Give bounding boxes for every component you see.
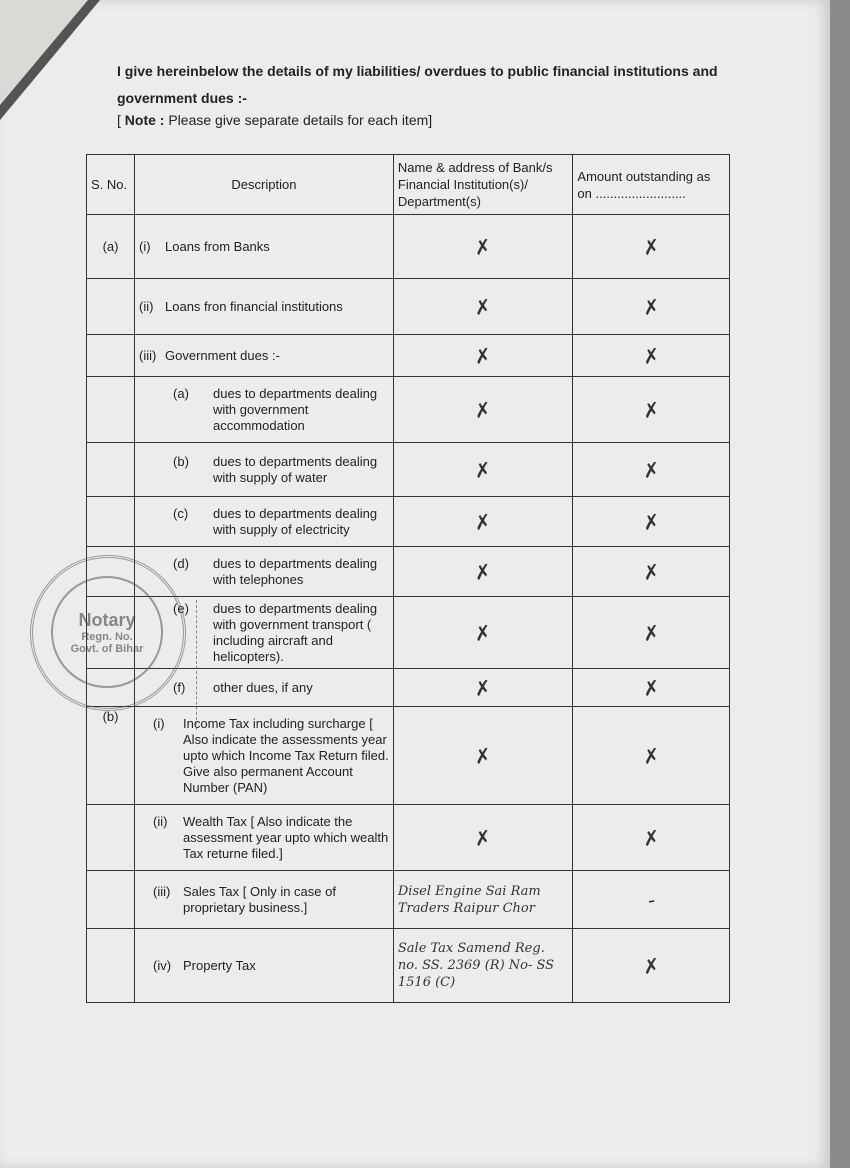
row-text: dues to departments dealing with government accommodation bbox=[213, 385, 378, 433]
row-description bbox=[135, 805, 394, 871]
row-number: (ii) bbox=[139, 299, 154, 314]
bank-handwriting: Sale Tax Samend Reg. no. SS. 2369 (R) No- SS 1516 (C) bbox=[393, 929, 573, 1003]
row-text: dues to departments dealing with supply of electricity bbox=[213, 505, 378, 537]
row-sno bbox=[87, 597, 135, 669]
table-row bbox=[87, 805, 730, 871]
row-number: (ii) bbox=[153, 813, 168, 829]
table-row bbox=[87, 377, 730, 443]
bank-mark: ✗ bbox=[391, 484, 576, 558]
row-sno bbox=[87, 871, 135, 929]
table-row bbox=[87, 597, 730, 669]
table-row bbox=[87, 929, 730, 1003]
row-sno bbox=[87, 335, 135, 377]
row-sub-letter: (f) bbox=[173, 679, 186, 695]
row-description bbox=[135, 215, 394, 279]
row-text: dues to departments dealing with supply of water bbox=[213, 453, 378, 485]
row-description bbox=[135, 597, 394, 669]
row-sno bbox=[87, 497, 135, 547]
amount-mark: ✗ bbox=[570, 432, 733, 507]
row-description bbox=[135, 377, 394, 443]
note-text: Please give separate details for each item] bbox=[168, 112, 433, 128]
row-sno bbox=[87, 669, 135, 707]
amount-mark: ✗ bbox=[569, 794, 733, 881]
stamp-line2: Regn. No. bbox=[81, 630, 133, 643]
row-sno bbox=[87, 547, 135, 597]
row-description bbox=[135, 497, 394, 547]
note-open-bracket: [ bbox=[117, 112, 125, 128]
bank-mark: ✗ bbox=[392, 656, 575, 719]
row-text: dues to departments dealing with government transport ( including aircraft and helicopters). bbox=[213, 600, 378, 664]
amount-mark: ✗ bbox=[570, 486, 732, 557]
amount-mark: ✗ bbox=[571, 658, 731, 717]
row-sno bbox=[87, 377, 135, 443]
row-text: other dues, if any bbox=[213, 679, 313, 695]
row-description bbox=[135, 669, 394, 707]
stamp-line1: Notary bbox=[78, 609, 136, 630]
header-sno: S. No. bbox=[87, 155, 135, 215]
note-line bbox=[117, 112, 432, 128]
amount-mark: ✗ bbox=[570, 268, 733, 345]
row-text: Loans from Banks bbox=[165, 239, 270, 254]
row-sno bbox=[87, 805, 135, 871]
row-text: Sales Tax [ Only in case of proprietary business.] bbox=[183, 883, 336, 915]
row-text: Government dues :- bbox=[165, 348, 280, 363]
row-description bbox=[135, 279, 394, 335]
stamp-line3: Govt. of Bihar bbox=[70, 642, 144, 655]
header-bank: Name & address of Bank/s Financial Institution(s)/ Department(s) bbox=[393, 155, 573, 215]
row-text: Wealth Tax [ Also indicate the assessment year upto which wealth Tax returne filed.] bbox=[183, 813, 389, 861]
row-sub-letter: (c) bbox=[173, 505, 189, 521]
bank-mark: ✗ bbox=[387, 694, 578, 816]
bank-mark: ✗ bbox=[390, 430, 575, 508]
row-description bbox=[135, 547, 394, 597]
table-row bbox=[87, 707, 730, 805]
amount-mark: ✗ bbox=[569, 366, 733, 453]
bank-mark: ✗ bbox=[389, 584, 577, 680]
row-description bbox=[135, 871, 394, 929]
bank-mark: ✗ bbox=[390, 266, 576, 346]
bank-mark: ✗ bbox=[390, 364, 577, 454]
amount-mark: ✗ bbox=[569, 586, 734, 679]
amount-mark: - bbox=[570, 860, 733, 939]
row-description bbox=[135, 707, 394, 805]
amount-mark: ✗ bbox=[571, 324, 732, 387]
row-number: (i) bbox=[153, 715, 165, 731]
bank-mark: ✗ bbox=[390, 792, 577, 882]
table-row bbox=[87, 215, 730, 279]
row-description bbox=[135, 929, 394, 1003]
row-sno bbox=[87, 279, 135, 335]
bank-mark: ✗ bbox=[391, 322, 575, 389]
row-number: (i) bbox=[139, 239, 151, 254]
row-sno: (a) bbox=[87, 215, 135, 279]
row-sno bbox=[87, 443, 135, 497]
row-sno bbox=[87, 929, 135, 1003]
amount-mark: ✗ bbox=[569, 204, 733, 289]
row-number: (iii) bbox=[153, 883, 171, 899]
row-sub-letter: (a) bbox=[173, 385, 189, 401]
row-sub-letter: (b) bbox=[173, 453, 189, 469]
table-header-row bbox=[87, 155, 730, 215]
row-sub-letter: (e) bbox=[173, 600, 189, 616]
row-sno: (b) bbox=[87, 707, 135, 805]
signature-stroke bbox=[196, 600, 201, 730]
amount-mark: ✗ bbox=[570, 536, 732, 607]
amount-mark: ✗ bbox=[567, 696, 736, 815]
row-number: (iii) bbox=[139, 348, 157, 363]
row-text: Income Tax including surcharge [ Also indicate the assessments year upto which Income Tax Return filed. Give also permanent Account Number (PAN) bbox=[183, 715, 389, 795]
row-description bbox=[135, 335, 394, 377]
bank-handwriting: Disel Engine Sai Ram Traders Raipur Chor bbox=[393, 871, 573, 929]
header-amount: Amount outstanding as on ......................... bbox=[573, 155, 730, 215]
bank-mark: ✗ bbox=[390, 202, 577, 290]
row-description bbox=[135, 443, 394, 497]
bank-mark: ✗ bbox=[391, 534, 576, 608]
folded-corner bbox=[0, 0, 88, 105]
liabilities-table bbox=[86, 154, 730, 1003]
amount-mark: ✗ bbox=[569, 918, 734, 1013]
header-description: Description bbox=[135, 155, 394, 215]
row-text: Property Tax bbox=[183, 957, 256, 973]
liabilities-heading: I give hereinbelow the details of my liabilities/ overdues to public financial institutions and government dues :- bbox=[117, 63, 718, 106]
row-text: Loans fron financial institutions bbox=[165, 299, 343, 314]
row-sub-letter: (d) bbox=[173, 555, 189, 571]
note-label: Note : bbox=[124, 112, 165, 128]
row-text: dues to departments dealing with telephones bbox=[213, 555, 378, 587]
row-number: (iv) bbox=[153, 957, 172, 973]
